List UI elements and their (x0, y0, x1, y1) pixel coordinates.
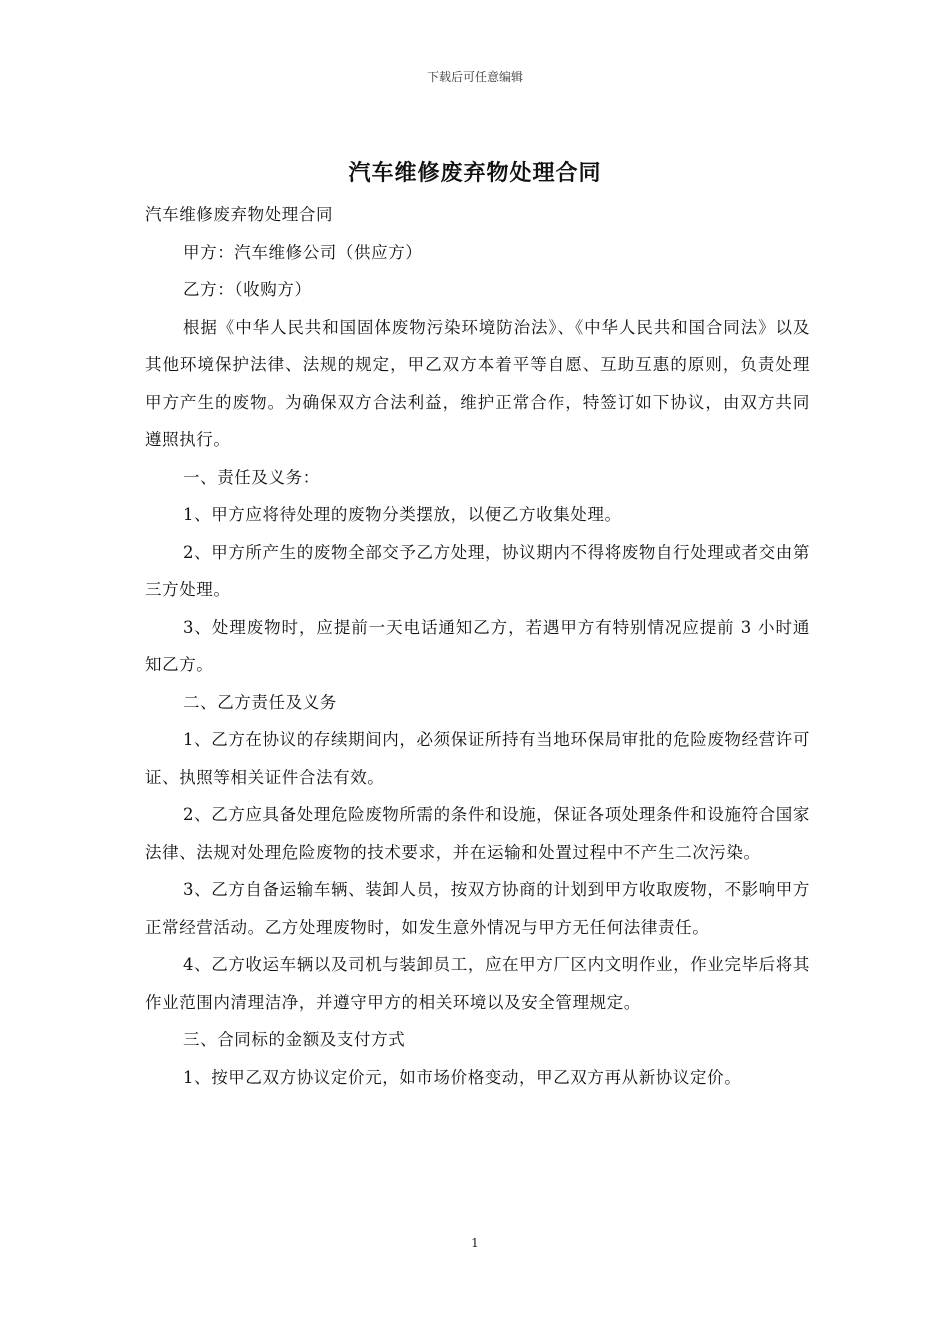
paragraph-preamble: 根据《中华人民共和国固体废物污染环境防治法》、《中华人民共和国合同法》以及其他环境保护法律、法规的规定，甲乙双方本着平等自愿、互助互惠的原则，负责处理甲方产生的废物。为确保双方合法利益，维护正常合作，特签订如下协议，由双方共同遵照执行。 (145, 317, 810, 449)
clause-3-1: 1、按甲乙双方协议定价元，如市场价格变动，甲乙双方再从新协议定价。 (183, 1067, 742, 1087)
clause-1-1: 1、甲方应将待处理的废物分类摆放，以便乙方收集处理。 (183, 505, 622, 524)
document-body (145, 196, 810, 1096)
clause-1-3: 3、处理废物时，应提前一天电话通知乙方，若遇甲方有特别情况应提前 3 小时通知乙方。 (145, 617, 810, 674)
clause-2-3: 3、乙方自备运输车辆、装卸人员，按双方协商的计划到甲方收取废物，不影响甲方正常经营活动。乙方处理废物时，如发生意外情况与甲方无任何法律责任。 (145, 880, 810, 937)
clause-1-2: 2、甲方所产生的废物全部交予乙方处理，协议期内不得将废物自行处理或者交由第三方处理。 (145, 542, 810, 599)
page-number: 1 (471, 1236, 479, 1250)
section-heading-1: 一、责任及义务： (183, 467, 320, 487)
section-heading-3: 三、合同标的金额及支付方式 (183, 1030, 406, 1049)
document-title: 汽车维修废弃物处理合同 (348, 160, 602, 186)
paragraph-party-b: 乙方：（收购方） (183, 280, 312, 299)
clause-2-1: 1、乙方在协议的存续期间内，必须保证所持有当地环保局审批的危险废物经营许可证、执照等相关证件合法有效。 (145, 730, 810, 787)
page-header: 下载后可任意编辑 (426, 70, 523, 84)
clause-2-4: 4、乙方收运车辆以及司机与装卸员工，应在甲方厂区内文明作业，作业完毕后将其作业范围内清理洁净，并遵守甲方的相关环境以及安全管理规定。 (145, 955, 810, 1012)
section-heading-2: 二、乙方责任及义务 (183, 692, 337, 712)
paragraph-subtitle: 汽车维修废弃物处理合同 (145, 205, 334, 224)
clause-2-2: 2、乙方应具备处理危险废物所需的条件和设施，保证各项处理条件和设施符合国家法律、法规对处理危险废物的技术要求，并在运输和处置过程中不产生二次污染。 (145, 805, 810, 862)
paragraph-party-a: 甲方：汽车维修公司（供应方） (183, 242, 423, 262)
